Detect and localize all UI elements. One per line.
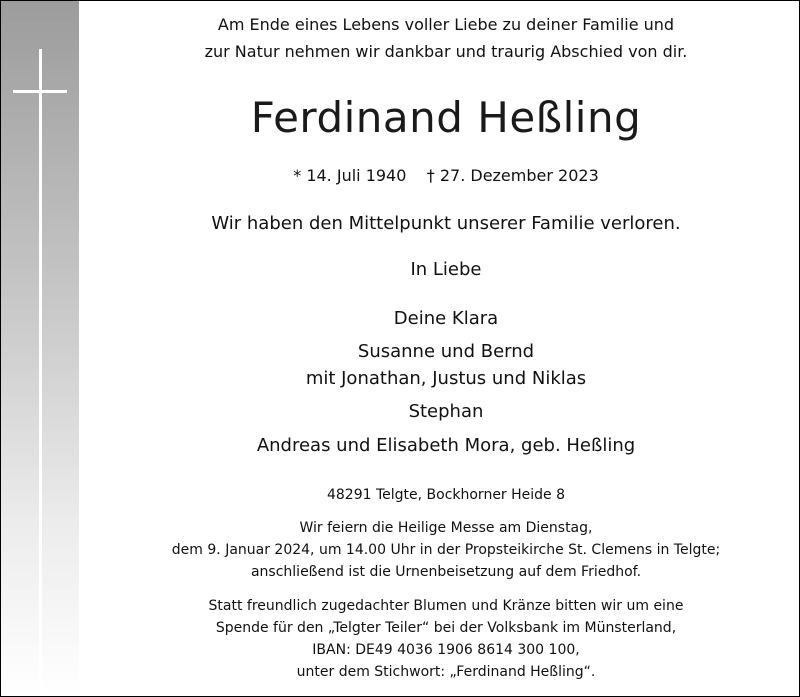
donation-line-2: Spende für den „Telgter Teiler“ bei der Volksbank im Münsterland, [215, 620, 677, 636]
mourner-line: Susanne und Bernd [357, 341, 535, 362]
mourner-line: Andreas und Elisabeth Mora, geb. Heßling [256, 435, 636, 456]
donation-line-4: unter dem Stichwort: „Ferdinand Heßling“. [296, 664, 596, 680]
obituary-content [79, 1, 800, 696]
family-address: 48291 Telgte, Bockhorner Heide 8 [326, 487, 566, 503]
donation-line-3: IBAN: DE49 4036 1906 8614 300 100, [312, 642, 580, 658]
loss-message: Wir haben den Mittelpunkt unserer Familie verloren. [211, 213, 681, 234]
donation-line-1: Statt freundlich zugedachter Blumen und Kränze bitten wir um eine [208, 598, 684, 614]
mourner-line: Deine Klara [393, 308, 499, 329]
intro-line-2: zur Natur nehmen wir dankbar und traurig Abschied von dir. [204, 42, 688, 61]
life-dates: * 14. Juli 1940 † 27. Dezember 2023 [293, 166, 599, 185]
service-line-2: dem 9. Januar 2024, um 14.00 Uhr in der Propsteikirche St. Clemens in Telgte; [171, 542, 721, 558]
cross-icon [1, 1, 79, 696]
mourner-line: Stephan [408, 401, 484, 422]
service-line-3: anschließend ist die Urnenbeisetzung auf dem Friedhof. [250, 564, 642, 580]
deceased-name: Ferdinand Heßling [250, 93, 642, 142]
intro-line-1: Am Ende eines Lebens voller Liebe zu deiner Familie und [217, 15, 675, 34]
service-line-1: Wir feiern die Heilige Messe am Dienstag, [299, 520, 593, 536]
closing-phrase: In Liebe [410, 259, 482, 280]
mourner-line: mit Jonathan, Justus und Niklas [305, 368, 587, 389]
